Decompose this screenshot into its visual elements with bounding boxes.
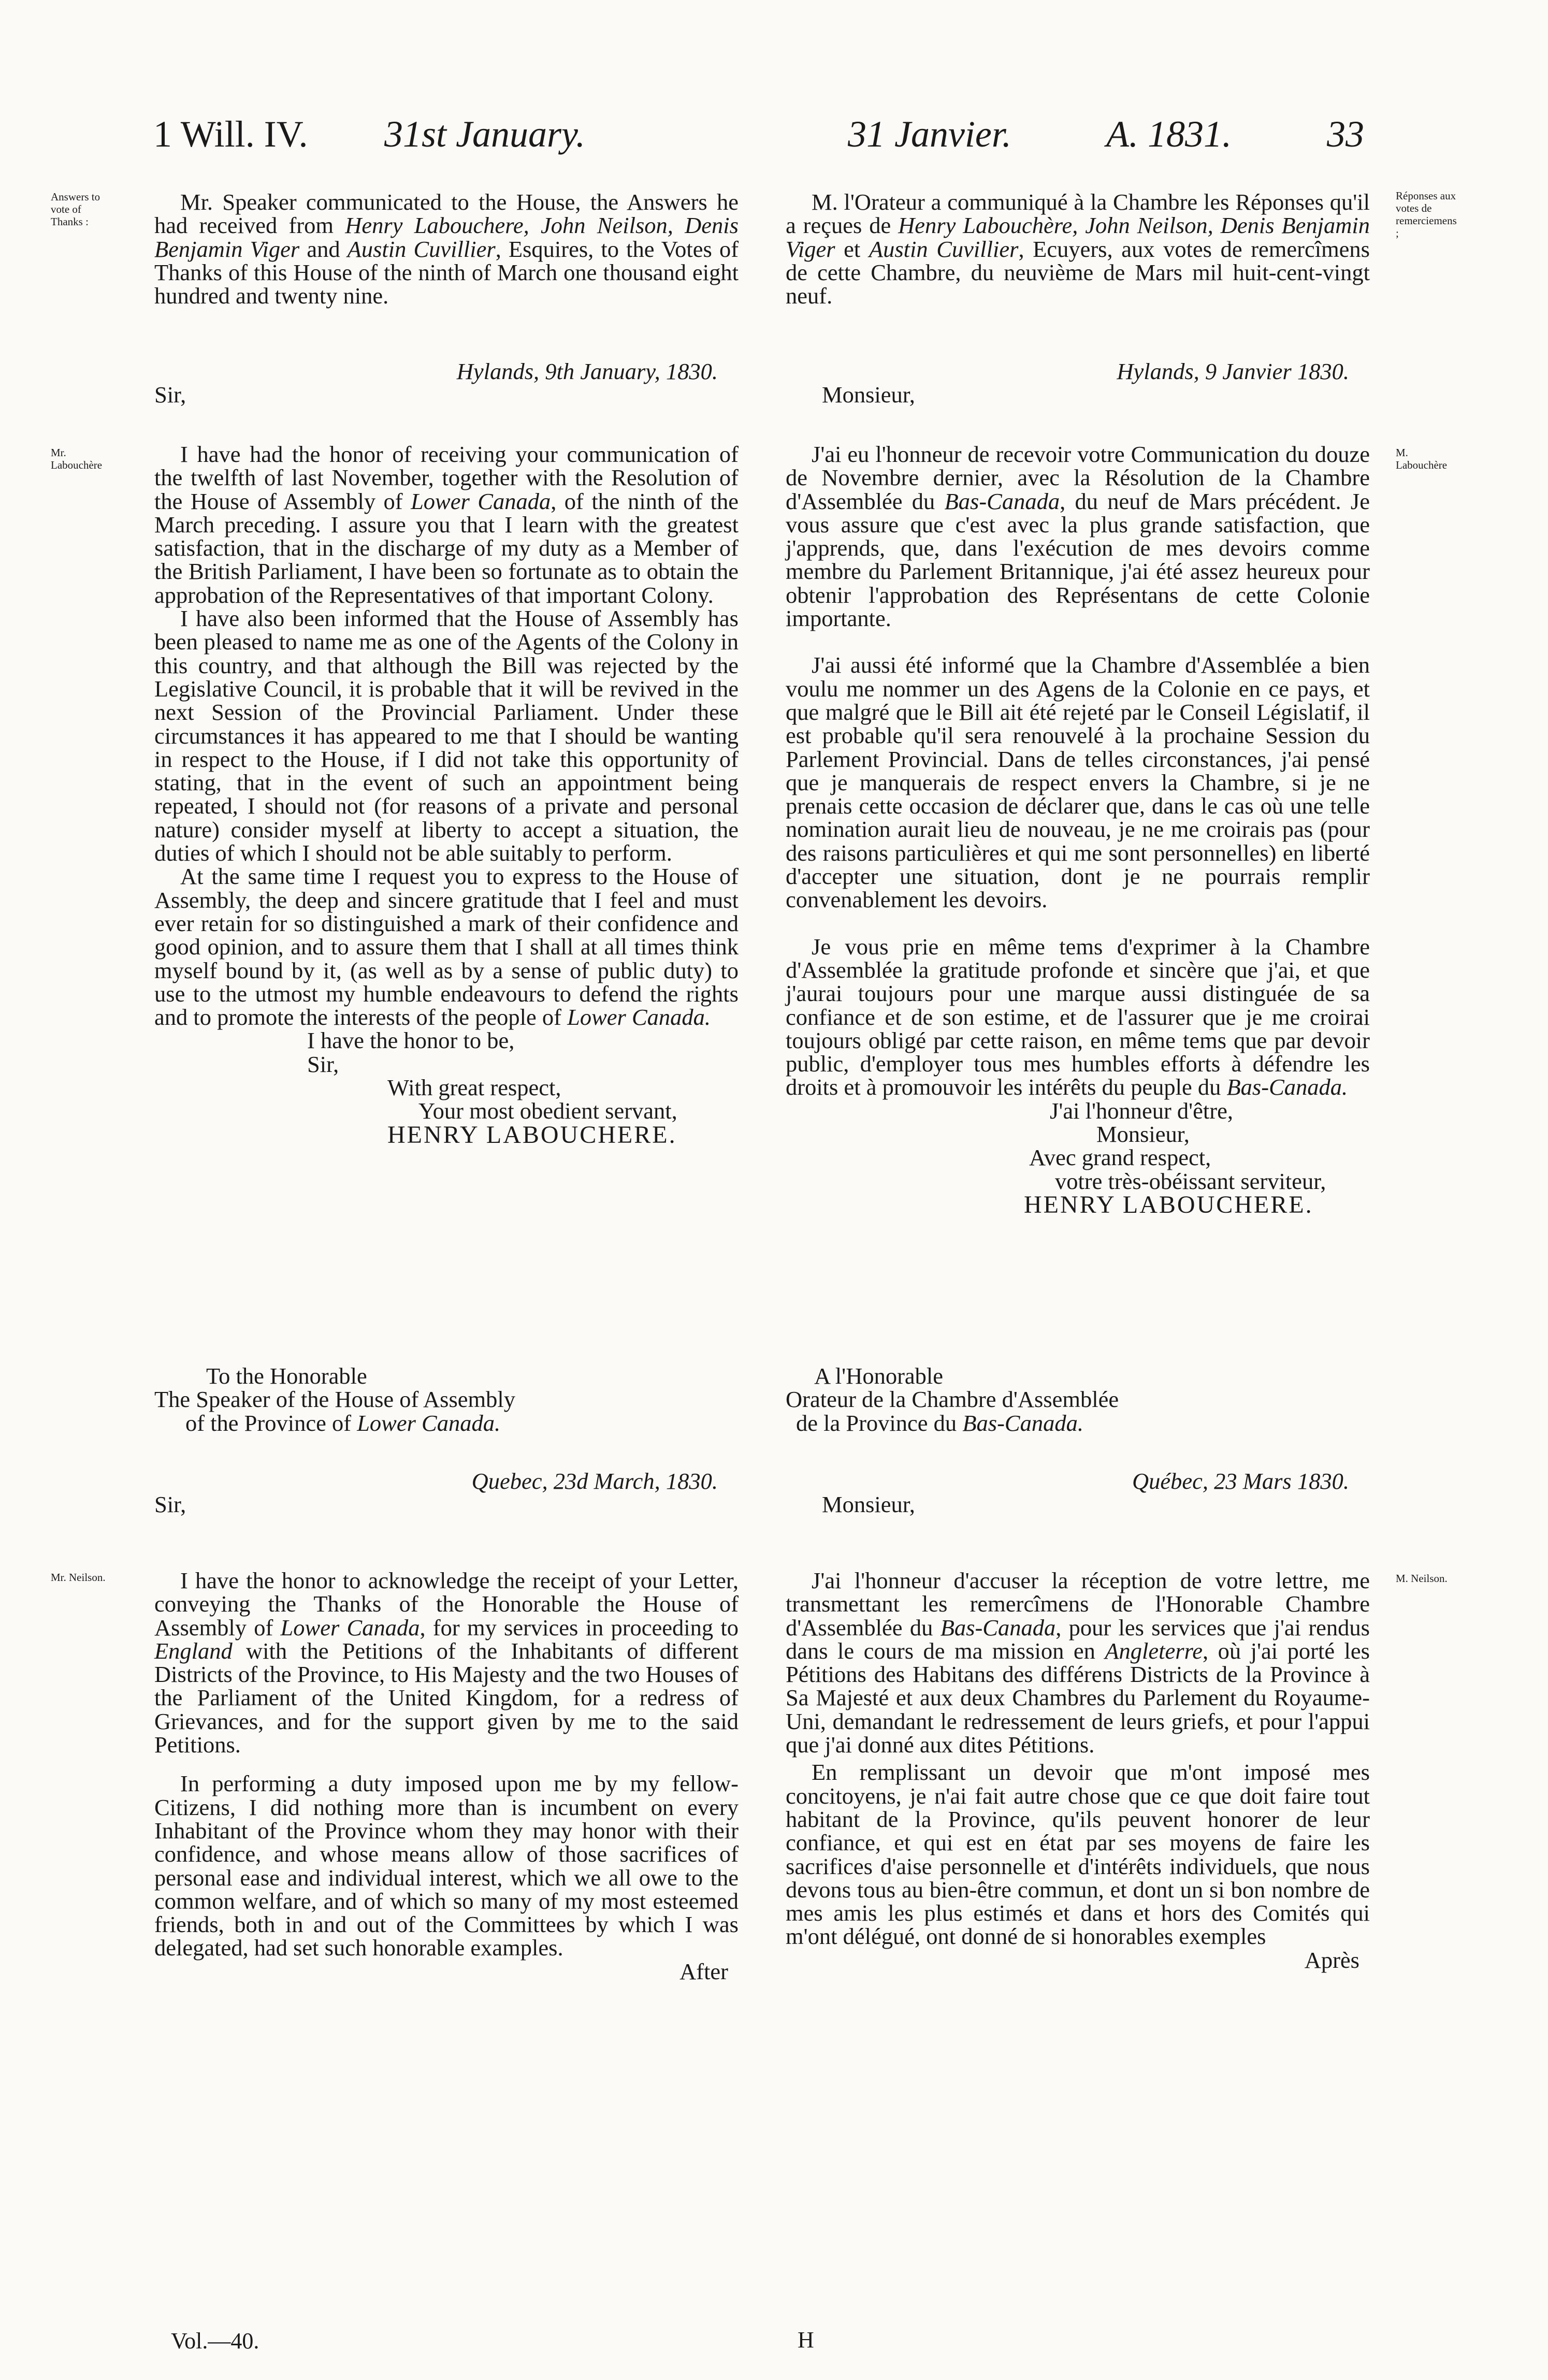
- english-address: [154, 1365, 739, 1435]
- english-letter1-header: [154, 360, 739, 407]
- french-closing-line-3: Avec grand respect,: [1029, 1144, 1211, 1171]
- english-letter2-dateline: Quebec, 23d March, 1830.: [471, 1468, 718, 1494]
- french-letter2-paragraph-2: En remplissant un devoir que m'ont imposé mes concitoyens, je n'ai fait autre chose que ce que doit faire tout habitant de la Province, qu'ils peuvent honorer de leur confiance, et qui est en état par ses moyens de faire les sacrifices d'aise personnelle et d'intérêts individuels, que nous devons tous au bien-être commun, et dont un si bon nombre de mes amis les plus estimés et dans et hors des Comités qui m'ont délégué, ont donné de si honorables exemples: [786, 1759, 1370, 1950]
- french-address-line-3: de la Province du Bas-Canada.: [796, 1410, 1083, 1436]
- margin-note-answers: Answers to vote of Thanks :: [51, 191, 100, 228]
- header-session: 1 Will. IV.: [153, 113, 308, 155]
- french-letter1-body: [786, 443, 1370, 1216]
- english-letter2-paragraph-2: In performing a duty imposed upon me by my fellow-Citizens, I did nothing more than is incumbent on every Inhabitant of the Province whom they may honor with their confidence, and whose means allow of those sacrifices of personal ease and individual interest, which we all owe to the common welfare, and of which so many of my most esteemed friends, both in and out of the Committees by which I was delegated, had set such honorable examples.: [154, 1771, 739, 1961]
- english-letter2-body: [154, 1569, 739, 1983]
- french-intro: [786, 191, 1370, 308]
- english-letter1-body: [154, 443, 739, 1147]
- english-catchword: After: [679, 1958, 728, 1984]
- english-intro: [154, 191, 739, 308]
- english-address-line-1: To the Honorable: [206, 1363, 367, 1389]
- english-address-line-2: The Speaker of the House of Assembly: [154, 1386, 516, 1413]
- english-intro-paragraph: Mr. Speaker communicated to the House, the Answers he had received from Henry Labouchere, John Neilson, Denis Benjamin Viger and Austin Cuvillier, Esquires, to the Votes of Thanks of this House of the ninth of March one thousand eight hundred and twenty nine.: [154, 189, 739, 309]
- english-letter2-header: [154, 1470, 739, 1517]
- english-closing-line-3: With great respect,: [387, 1075, 561, 1101]
- french-letter1-header: [786, 360, 1370, 407]
- english-signature: HENRY LABOUCHERE.: [387, 1121, 677, 1149]
- french-closing-line-1: J'ai l'honneur d'être,: [1050, 1097, 1233, 1124]
- margin-note-labouchere: Mr. Labouchère: [51, 446, 103, 471]
- english-letter1-dateline: Hylands, 9th January, 1830.: [456, 358, 718, 384]
- french-letter2-dateline: Québec, 23 Mars 1830.: [1132, 1468, 1349, 1494]
- french-signature: HENRY LABOUCHERE.: [1024, 1191, 1313, 1218]
- french-closing-line-4: votre très-obéissant serviteur,: [1055, 1168, 1326, 1194]
- french-letter1-paragraph-1: J'ai eu l'honneur de recevoir votre Communication du douze de Novembre dernier, avec la Résolution de la Chambre d'Assemblée du Bas-Canada, du neuf de Mars précédent. Je vous assure que c'est avec la plus grande satisfaction, que j'apprends, que, dans l'exécution de mes devoirs comme membre du Parlement Britannique, j'ai été assez heureux pour obtenir l'approbation des Représentans de cette Colonie importante.: [786, 441, 1370, 632]
- english-closing-line-2: Sir,: [307, 1051, 339, 1077]
- page-number: 33: [1327, 113, 1364, 155]
- english-letter1-paragraph-3: At the same time I request you to express to the House of Assembly, the deep and sincere gratitude that I feel and must ever retain for so distinguished a mark of their confidence and good opinion, and to assure them that I shall at all times think myself bound by it, (as well as by a sense of public duty) to use to the utmost my humble endeavours to defend the rights and to promote the interests of the people of Lower Canada.: [154, 863, 739, 1031]
- french-letter1-paragraph-3: Je vous prie en même tems d'exprimer à la Chambre d'Assemblée la gratitude profonde et sincère que j'ai, et que j'aurai toujours pour une marque aussi distinguée de sa confiance et de son estime, et de l'assurer que je me croirai toujours obligé par cette raison, en même tems que par devoir public, d'employer tous mes humbles efforts à défendre les droits et à promouvoir les intérêts du peuple du Bas-Canada.: [786, 933, 1370, 1100]
- french-letter2-header: [786, 1470, 1370, 1517]
- french-closing-line-2: Monsieur,: [1096, 1121, 1190, 1148]
- french-letter2-body: [786, 1569, 1370, 1972]
- english-letter2-paragraph-1: I have the honor to acknowledge the receipt of your Letter, conveying the Thanks of the Honorable the House of Assembly of Lower Canada, for my services in proceeding to England with the Petitions of the Inhabitants of different Districts of the Province, to His Majesty and the two Houses of the Parliament of the United Kingdom, for a redress of Grievances, and for the support given by me to the said Petitions.: [154, 1568, 739, 1758]
- english-closing-line-4: Your most obedient servant,: [418, 1098, 677, 1124]
- volume-signature: Vol.—40.: [171, 2328, 259, 2354]
- french-address-line-2: Orateur de la Chambre d'Assemblée: [786, 1386, 1119, 1413]
- french-address: [786, 1365, 1370, 1435]
- french-letter2-paragraph-1: J'ai l'honneur d'accuser la réception de votre lettre, me transmettant les remercîmens de l'Honorable Chambre d'Assemblée du Bas-Canada, pour les services que j'ai rendus dans le cours de ma mission en Angleterre, où j'ai porté les Pétitions des Habitans des différens Districts de la Province à Sa Majesté et aux deux Chambres du Parlement du Royaume-Uni, demandant le redressement de leurs griefs, et pour l'appui que j'ai donné aux dites Pétitions.: [786, 1568, 1370, 1758]
- english-letter2-salutation: Sir,: [154, 1491, 186, 1518]
- english-letter1-salutation: Sir,: [154, 382, 186, 408]
- english-letter1-paragraph-2: I have also been informed that the House of Assembly has been pleased to name me as one of the Agents of the Colony in this country, and that although the Bill was rejected by the Legislative Council, it is probable that it will be revived in the next Session of the Provincial Parliament. Under these circumstances it has appeared to me that I should be wanting in respect to the House, if I did not take this opportunity of stating, that in the event of such an appointment being repeated, I should not (for reasons of a private and personal nature) consider myself at liberty to accept a situation, the duties of which I should not be able suitably to perform.: [154, 605, 739, 866]
- header-date-english: 31st January.: [384, 113, 585, 155]
- french-intro-paragraph: M. l'Orateur a communiqué à la Chambre les Réponses qu'il a reçues de Henry Labouchère, John Neilson, Denis Benjamin Viger et Austin Cuvillier, Ecuyers, aux votes de remercîmens de cette Chambre, du neuvième de Mars mil huit-cent-vingt neuf.: [786, 189, 1370, 309]
- french-letter1-dateline: Hylands, 9 Janvier 1830.: [1117, 358, 1349, 384]
- header-year: A. 1831.: [1106, 113, 1232, 155]
- english-closing-line-1: I have the honor to be,: [307, 1027, 515, 1054]
- french-letter2-salutation: Monsieur,: [822, 1491, 915, 1518]
- signature-mark: H: [798, 2327, 814, 2353]
- margin-note-reponses: Réponses aux votes de remerciemens ;: [1396, 190, 1457, 239]
- margin-note-labouchere-fr: M. Labouchère: [1396, 446, 1448, 471]
- french-letter1-paragraph-2: J'ai aussi été informé que la Chambre d'Assemblée a bien voulu me nommer un des Agens de la Colonie en ce pays, et que malgré que le Bill ait été rejeté par le Conseil Législatif, il est probable qu'il sera renouvelé à la prochaine Session du Parlement Provincial. Dans de telles circonstances, j'ai pensé que je manquerais de respect envers la Chambre, si je ne prenais cette occasion de déclarer que, dans le cas où une telle nomination aurait lieu de nouveau, je ne me croirais pas (pour des raisons particulières et qui me sont personnelles) en liberté d'accepter une situation, dont je ne pourrais remplir convenablement les devoirs.: [786, 652, 1370, 913]
- french-letter1-salutation: Monsieur,: [822, 382, 915, 408]
- french-catchword: Après: [1304, 1947, 1359, 1973]
- french-address-line-1: A l'Honorable: [814, 1363, 944, 1389]
- english-address-line-3: of the Province of Lower Canada.: [185, 1410, 501, 1436]
- margin-note-neilson-fr: M. Neilson.: [1396, 1572, 1448, 1585]
- english-letter1-paragraph-1: I have had the honor of receiving your communication of the twelfth of last November, together with the Resolution of the House of Assembly of Lower Canada, of the ninth of the March preceding. I assure you that I learn with the greatest satisfaction, that in the discharge of my duty as a Member of the British Parliament, I have been so fortunate as to obtain the approbation of the Representatives of that important Colony.: [154, 441, 739, 608]
- margin-note-neilson: Mr. Neilson.: [51, 1571, 106, 1584]
- header-date-french: 31 Janvier.: [848, 113, 1011, 155]
